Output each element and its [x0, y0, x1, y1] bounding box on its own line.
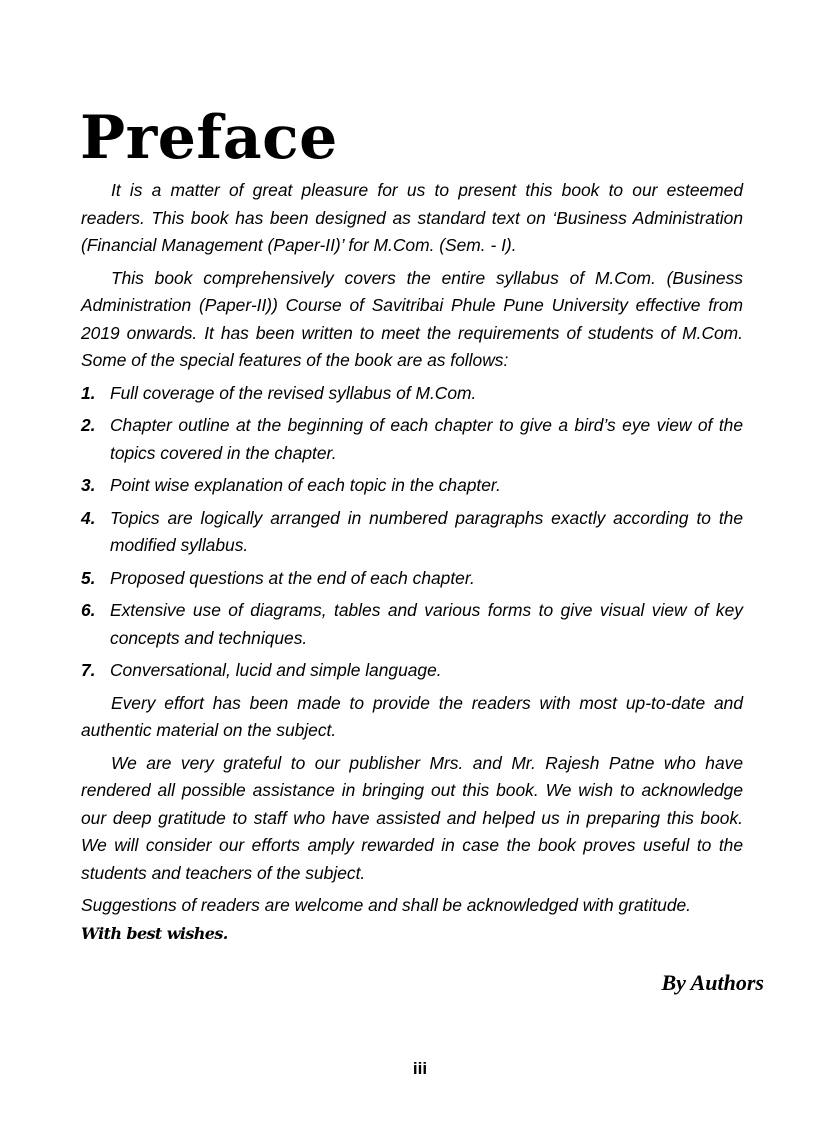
list-item-text: Conversational, lucid and simple language. — [110, 660, 442, 680]
list-item-text: Proposed questions at the end of each chapter. — [110, 567, 475, 588]
list-item — [81, 412, 743, 467]
list-item-number: 4. — [81, 507, 96, 528]
effort-paragraph: Every effort has been made to provide the readers with most up-to-date and authentic material on the subject. — [81, 692, 743, 740]
page-title: Preface — [80, 103, 338, 173]
closing-line: With best wishes. — [81, 923, 228, 943]
list-item-number: 6. — [81, 600, 96, 620]
list-item — [81, 597, 743, 652]
list-item — [81, 380, 743, 408]
suggestions-line: Suggestions of readers are welcome and shall be acknowledged with gratitude. — [81, 895, 692, 915]
gratitude-paragraph: We are very grateful to our publisher Mrs. and Mr. Rajesh Patne who have rendered all possible assistance in bringing out this book. We wish to acknowledge our deep gratitude to staff who have assisted and helped us in preparing this book. We will consider our efforts amply rewarded in case the book proves useful to the students and teachers of the subject. — [81, 752, 743, 883]
list-item — [81, 505, 743, 560]
page-number: iii — [412, 1059, 428, 1078]
signature: By Authors — [661, 970, 764, 995]
list-item-number: 3. — [81, 475, 96, 495]
intro-paragraph: It is a matter of great pleasure for us to present this book to our esteemed readers. This book has been designed as standard text on ‘Business Administration (Financial Management (Paper-II)’ for M.Com. (Sem. - I). — [81, 180, 743, 255]
coverage-paragraph: This book comprehensively covers the entire syllabus of M.Com. (Business Administration (Paper-II)) Course of Savitribai Phule Pune University effective from 2019 onwards. It has been written to meet the requirements of students of M.Com. Some of the special features of the book are as follows: — [81, 267, 743, 370]
list-item — [81, 657, 743, 685]
list-item-number: 5. — [81, 567, 96, 588]
preface-body — [81, 177, 743, 946]
list-item-text: Point wise explanation of each topic in the chapter. — [110, 475, 501, 495]
feature-list — [81, 380, 743, 685]
list-item-number: 7. — [81, 660, 96, 680]
list-item-text: Full coverage of the revised syllabus of M.Com. — [110, 382, 477, 403]
list-item-number: 2. — [81, 415, 96, 435]
list-item-text: Topics are logically arranged in numbered paragraphs exactly according to the modified syllabus. — [110, 507, 743, 555]
list-item-number: 1. — [81, 382, 96, 403]
list-item-text: Extensive use of diagrams, tables and various forms to give visual view of key concepts and techniques. — [110, 600, 743, 648]
list-item — [81, 565, 743, 593]
list-item — [81, 472, 743, 500]
list-item-text: Chapter outline at the beginning of each chapter to give a bird’s eye view of the topics covered in the chapter. — [110, 415, 743, 463]
